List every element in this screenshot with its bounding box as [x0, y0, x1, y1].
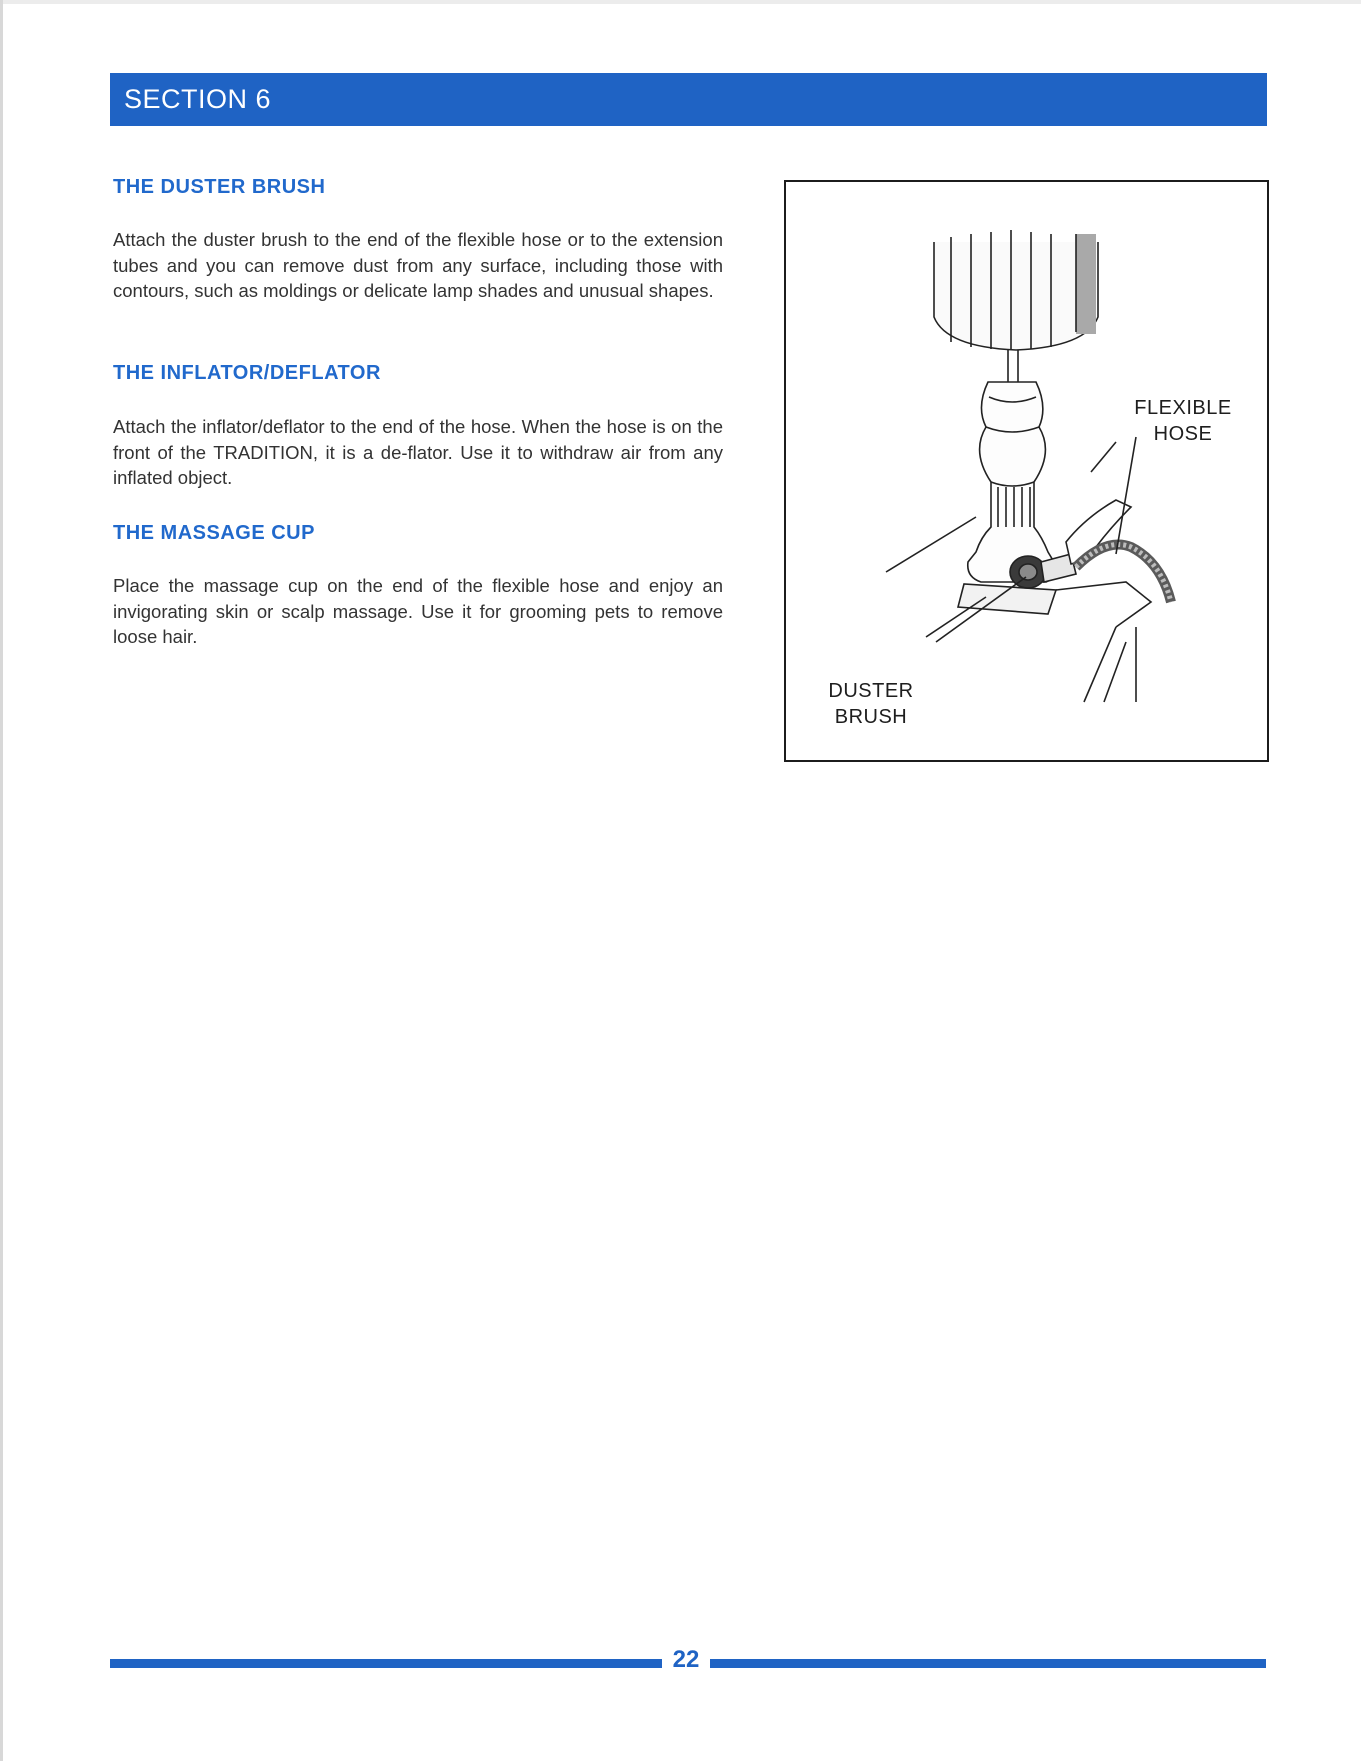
paragraph-massage-cup: Place the massage cup on the end of the flexible hose and enjoy an invigorating skin or scalp massage. Use it for grooming pets to remove loose hair.: [113, 575, 723, 647]
heading-massage-cup: THE MASSAGE CUP: [113, 522, 315, 544]
section-title: SECTION 6: [124, 84, 272, 114]
heading-inflator-deflator: THE INFLATOR/DEFLATOR: [113, 362, 381, 384]
lamp-base: [958, 584, 1056, 614]
footer-rule-left: [110, 1659, 662, 1668]
label-flexible-hose-line2: HOSE: [1153, 423, 1213, 445]
paragraph-duster-brush: Attach the duster brush to the end of the flexible hose or to the extension tubes and you can remove dust from any surface, including those with contours, such as moldings or delicate lamp shades and unusual shapes.: [113, 229, 723, 301]
lamp-body: [968, 382, 1055, 582]
label-duster-brush: [816, 678, 926, 730]
paragraph-inflator-deflator: Attach the inflator/deflator to the end of the hose. When the hose is on the front of the TRADITION, it is a de-flator. Use it to withdraw air from any inflated object.: [113, 416, 723, 488]
lamp-shade: [934, 242, 1098, 350]
label-flexible-hose: [1113, 395, 1253, 447]
illustration-frame: [784, 180, 1269, 762]
label-duster-brush-line1: DUSTER: [828, 680, 914, 702]
page-left-edge: [0, 0, 3, 1761]
page-number: 22: [672, 1646, 700, 1673]
label-flexible-hose-line1: FLEXIBLE: [1134, 397, 1232, 419]
section-banner: [110, 73, 1267, 126]
hose-leader-line: [1116, 437, 1136, 554]
label-duster-brush-line2: BRUSH: [834, 706, 908, 728]
heading-duster-brush: THE DUSTER BRUSH: [113, 176, 326, 198]
footer-rule-right: [710, 1659, 1266, 1668]
lamp-duster-illustration: [786, 182, 1267, 760]
page-top-edge: [0, 0, 1361, 4]
